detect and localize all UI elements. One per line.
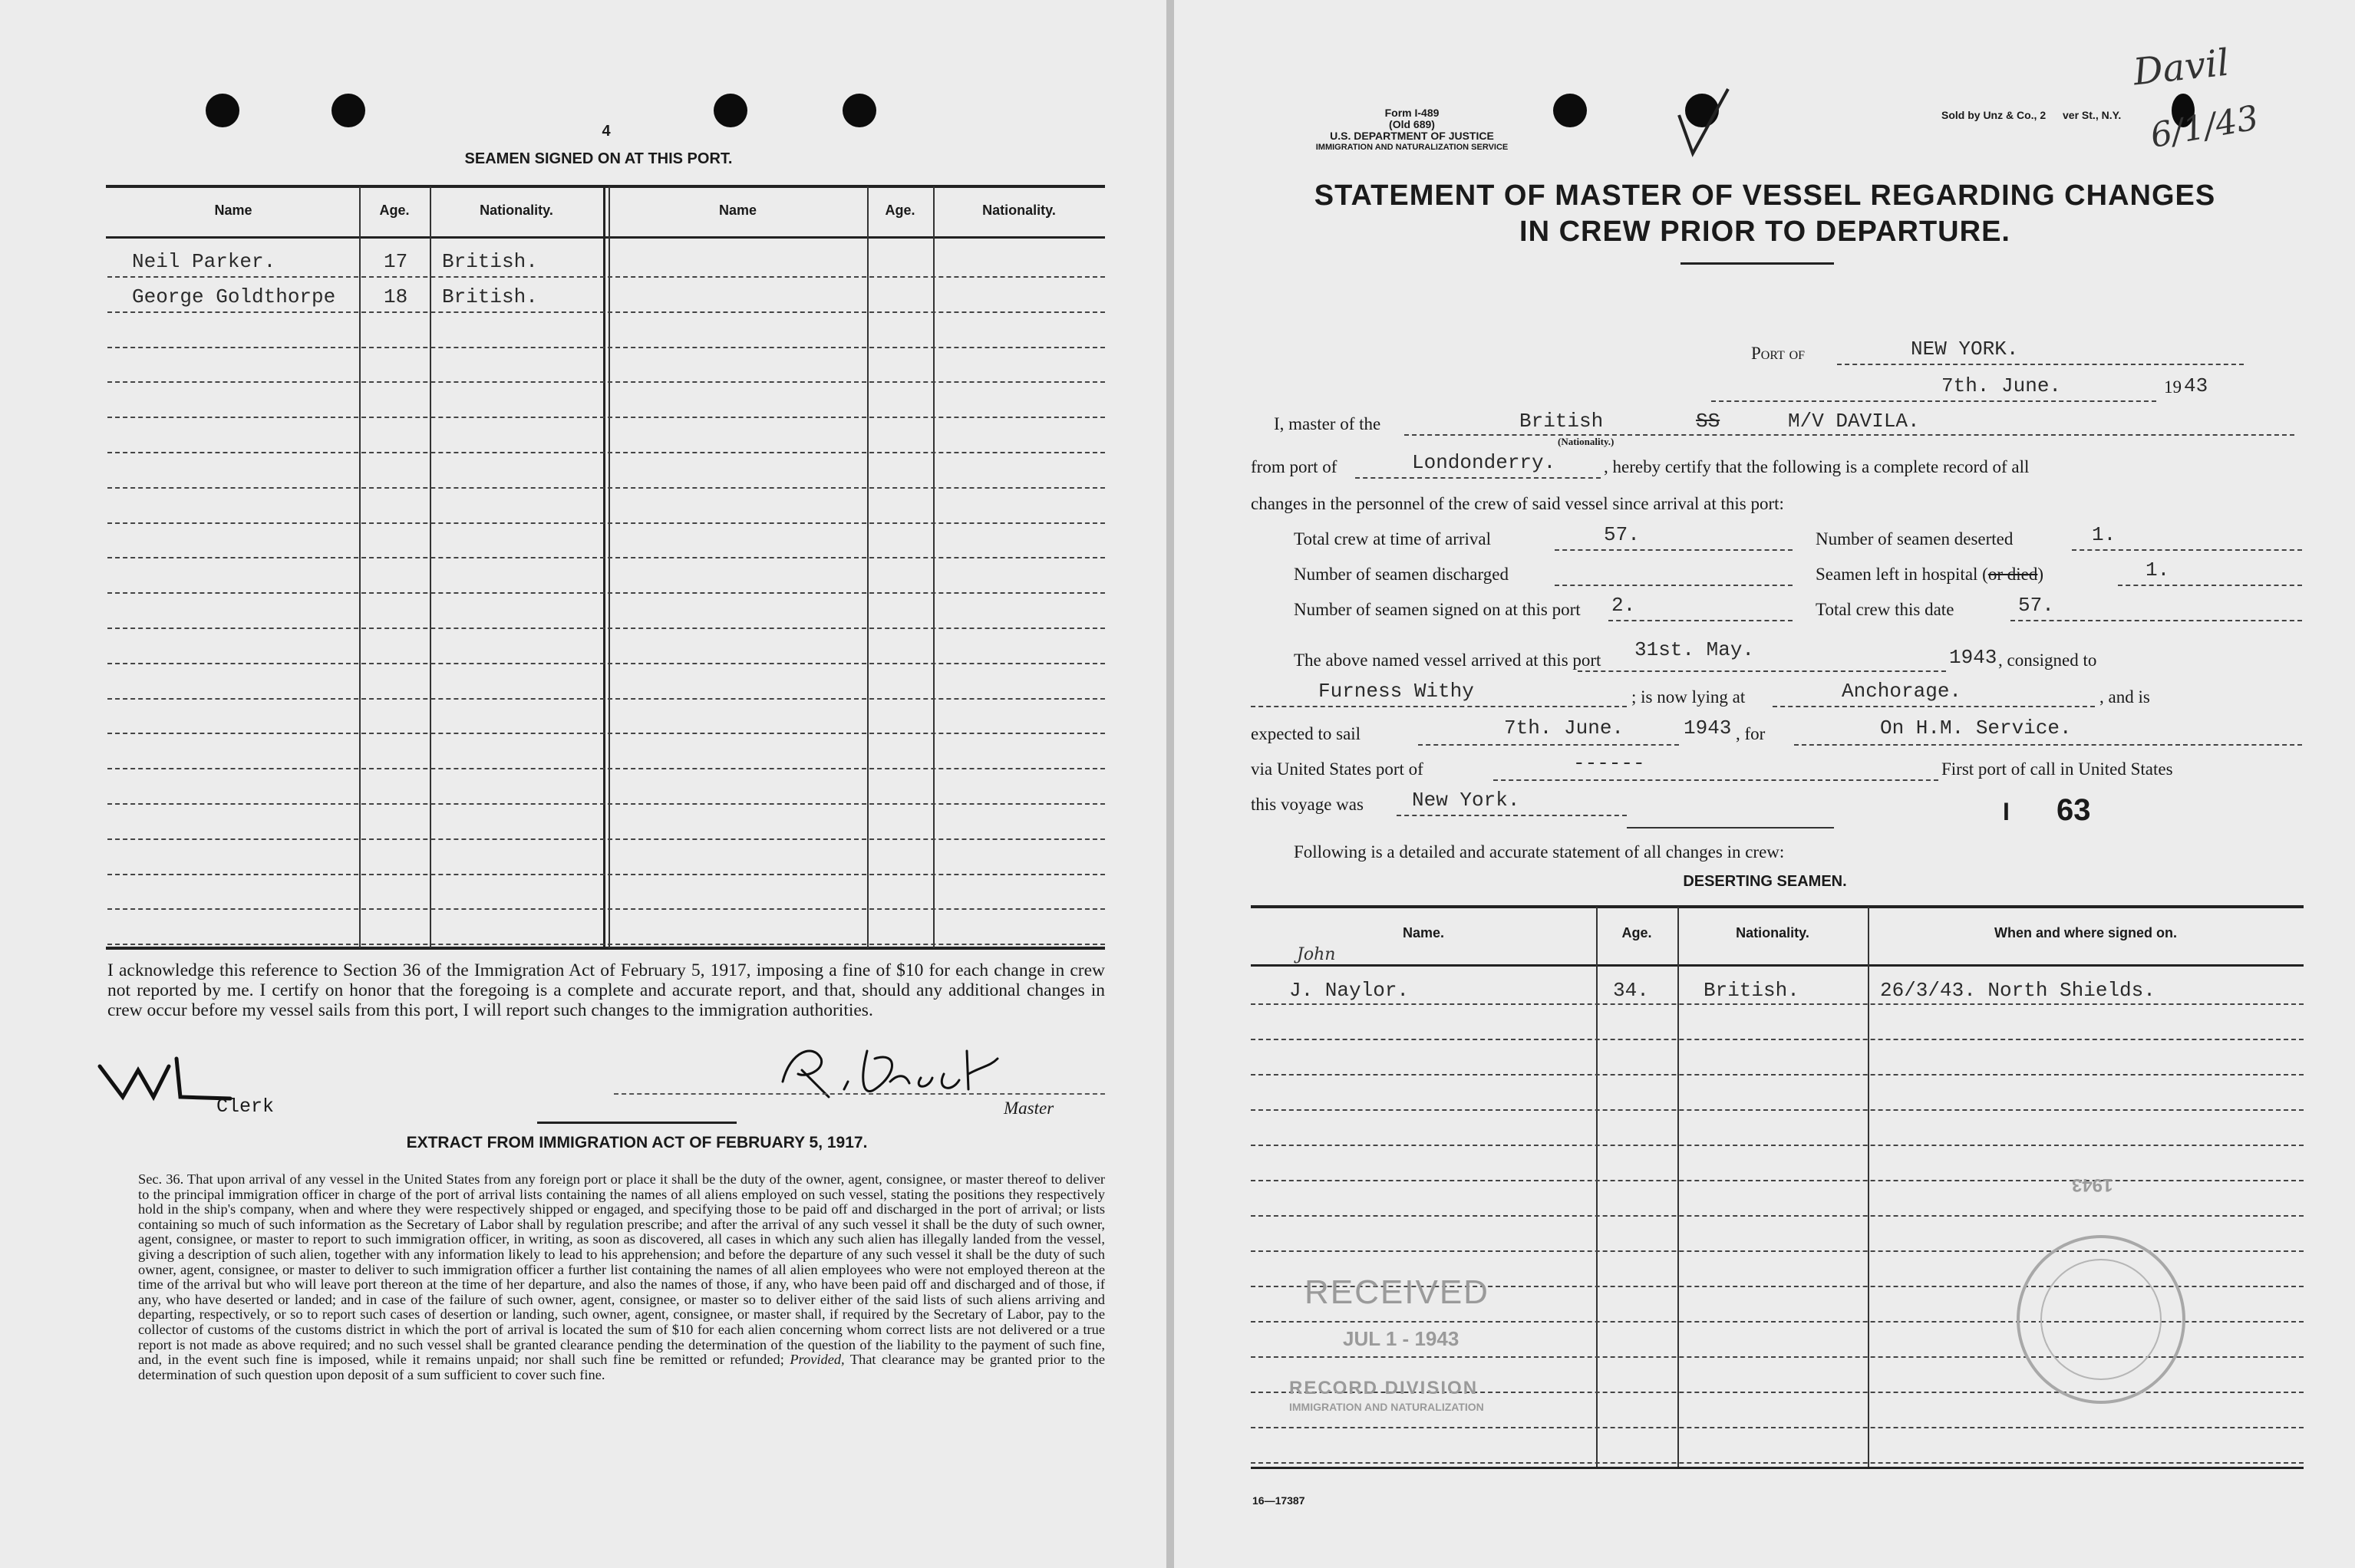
certify-text: , hereby certify that the following is a complete record of all: [1604, 457, 2030, 476]
title-line-2: IN CREW PRIOR TO DEPARTURE.: [1519, 216, 2010, 248]
arrived-value: 31st. May.: [1634, 638, 1755, 661]
sail-year: 1943: [1684, 716, 1732, 740]
punch-hole: [331, 94, 365, 127]
table-row-rule: [107, 698, 1105, 700]
total-crew-arrival-label: Total crew at time of arrival: [1294, 529, 1492, 548]
deserting-row-rule: [1251, 1003, 2304, 1005]
punch-hole: [1553, 94, 1587, 127]
via-label: via United States port of: [1251, 759, 1423, 779]
table-row-rule: [107, 592, 1105, 594]
table-row-rule: [107, 874, 1105, 875]
table-row-rule: [107, 347, 1105, 348]
clerk-label: Clerk: [216, 1095, 275, 1118]
consignee-value: Furness Withy: [1318, 680, 1474, 703]
table-row-rule: [107, 557, 1105, 558]
punch-hole: [714, 94, 747, 127]
table-row-rule: [107, 381, 1105, 383]
deserting-row-rule: [1251, 1427, 2304, 1428]
extract-provided: Provided,: [790, 1352, 845, 1368]
seal-year-stamp: 1943: [2072, 1174, 2113, 1195]
service: IMMIGRATION AND NATURALIZATION SERVICE: [1315, 143, 1509, 152]
table-row-rule: [107, 663, 1105, 664]
table-row-rule: [107, 908, 1105, 910]
title-line-1: STATEMENT OF MASTER OF VESSEL REGARDING CHANGES: [1314, 180, 2216, 212]
handwritten-name: Davil: [2131, 41, 2231, 94]
deserting-row-rule: [1251, 1462, 2304, 1464]
form-header: [1274, 107, 1550, 153]
signed-on-value: 2.: [1611, 594, 1636, 617]
column-header-nationality: Nationality.: [480, 203, 553, 218]
master-of-label: I, master of the: [1274, 414, 1381, 433]
deserting-row-signed: 26/3/43. North Shields.: [1880, 979, 2155, 1002]
expected-label: expected to sail: [1251, 724, 1361, 743]
table-row-rule: [107, 803, 1105, 805]
table-row-name: George Goldthorpe: [132, 285, 336, 308]
discharged-label: Number of seamen discharged: [1294, 565, 1509, 584]
left-page: [0, 0, 1166, 1568]
hospital-label-text: Seamen left in hospital (: [1816, 565, 1988, 584]
nationality-caption: (Nationality.): [1558, 436, 1615, 447]
deserting-row-rule: [1251, 1039, 2304, 1040]
acknowledgement-text: I acknowledge this reference to Section 36 of the Immigration Act of February 5, 1917, imposing a fine of $10 for each change in crew not reported by me. I certify on honor that the foregoing is a complete and accurate report, and that, should any additional changes in crew occur before my vessel sails from this port, I will report such changes to the immigration authorities.: [107, 960, 1105, 1020]
received-stamp: RECEIVED: [1304, 1273, 1489, 1311]
deserting-row-rule: [1251, 1145, 2304, 1146]
hospital-close: ): [2037, 565, 2044, 584]
reference-number: 63: [2057, 793, 2091, 827]
table-row-rule: [107, 768, 1105, 769]
section-title: SEAMEN SIGNED ON AT THIS PORT.: [464, 150, 733, 167]
right-page: [1174, 0, 2355, 1568]
extract-tail: That clearance may be granted prior to the determination of such question upon deposit of a sum sufficient to cover such fine.: [138, 1352, 1105, 1382]
struck-vessel-type: SS: [1696, 410, 1720, 433]
voyage-value: New York.: [1412, 789, 1520, 812]
deserting-column-age: Age.: [1621, 925, 1652, 940]
total-crew-arrival-value: 57.: [1604, 523, 1640, 546]
deserting-column-nationality: Nationality.: [1736, 925, 1809, 940]
deserting-row-rule: [1251, 1180, 2304, 1181]
table-row-rule: [107, 628, 1105, 629]
column-header-name: Name: [718, 203, 757, 218]
table-row-rule: [107, 733, 1105, 734]
deserting-row-nationality: British.: [1704, 979, 1799, 1002]
arrived-year: 1943: [1949, 646, 1997, 669]
deserting-column-name: Name.: [1402, 925, 1445, 940]
form-code: 16—17387: [1252, 1494, 1305, 1507]
total-crew-date-value: 57.: [2018, 594, 2054, 617]
record-division-stamp-sub: IMMIGRATION AND NATURALIZATION: [1289, 1401, 1484, 1413]
column-header-age: Age.: [379, 203, 410, 218]
hospital-struck: or died: [1987, 565, 2038, 584]
punch-hole: [843, 94, 876, 127]
extract-text: [138, 1172, 1105, 1382]
check-mark: [1673, 84, 1734, 161]
deserting-column-signed: When and where signed on.: [1994, 925, 2178, 940]
total-crew-date-label: Total crew this date: [1816, 600, 1954, 619]
old-form-number: (Old 689): [1389, 118, 1435, 130]
lying-value: Anchorage.: [1842, 680, 1962, 703]
for-label: , for: [1736, 724, 1766, 743]
sail-date-value: 7th. June.: [1504, 716, 1624, 740]
column-header-nationality: Nationality.: [982, 203, 1056, 218]
deserting-row-rule: [1251, 1109, 2304, 1111]
from-port-label: from port of: [1251, 457, 1337, 476]
master-label: Master: [1004, 1099, 1054, 1118]
deserted-label: Number of seamen deserted: [1816, 529, 2014, 548]
sold-by-tail: ver St., N.Y.: [2063, 109, 2122, 121]
sold-by-text: Sold by Unz & Co., 2: [1941, 109, 2047, 121]
table-row-rule: [107, 522, 1105, 524]
signed-on-label: Number of seamen signed on at this port: [1294, 600, 1581, 619]
table-row-rule: [107, 276, 1105, 278]
table-row-age: 17: [384, 250, 408, 273]
extract-body: That upon arrival of any vessel in the United States from any foreign port or place it shall be the duty of the owner, agent, consignee, or master thereof to deliver to the principal immigration officer in charge of the port of arrival lists containing the names of all aliens employed on such vessel, stating the positions they respectively hold in the ship's company, when and where they were respectively shipped or engaged, and specifying those to be paid off and discharged in the port of arrival; or lists containing so much of such information as the Secretary of Labor shall by regulation prescribe; and after the arrival of any such vessel it shall be the duty of such owner, agent, consignee, or master to report to such immigration officer, in writing, as soon as discovered, all cases in which any such alien has illegally landed from the vessel, giving a description of such alien, together with any information likely to lead to his apprehension; and before the departure of any such vessel it shall be the duty of such owner, agent, consignee, or master to deliver to such immigration officer a further list containing the names of all alien employees who were not employed thereon at the time of the arrival but who will leave port thereon at the time of her departure, and also the names of those, if any, who have been paid off and discharged and of those, if any, who have deserted or landed; and in case of the failure of such owner, agent, consignee, or master so to deliver either of the said lists of such aliens arriving and departing, respectively, or so to report such cases of desertion or landing, such owner, agent, consignee, or master shall, if required by the Secretary of Labor, pay to the collector of customs of the customs district in which the port of arrival is located the sum of $10 for each alien concerning whom correct lists are not delivered or a true report is not made as above required; and no such vessel shall be granted clearance pending the determination of the question of the liability to the payment of such fine, and, in the event such fine is imposed, while it remains unpaid; nor shall such fine be remitted or refunded;: [138, 1171, 1105, 1368]
column-header-name: Name: [214, 203, 252, 218]
reference-mark: I: [2003, 798, 2010, 825]
deserted-value: 1.: [2092, 523, 2116, 546]
hospital-value: 1.: [2146, 558, 2170, 581]
consigned-label: , consigned to: [1998, 651, 2097, 670]
port-value: NEW YORK.: [1911, 338, 2019, 361]
nationality-value: British: [1519, 410, 1604, 433]
table-row-rule: [107, 311, 1105, 313]
received-stamp-date: JUL 1 - 1943: [1343, 1327, 1460, 1350]
table-row-nationality: British.: [442, 250, 538, 273]
punch-hole: [206, 94, 239, 127]
deserting-row-age: 34.: [1613, 979, 1649, 1002]
port-label: Port of: [1751, 344, 1806, 363]
sold-by: [1941, 109, 2121, 121]
circular-seal-stamp: [1994, 1227, 2208, 1412]
table-row-rule: [107, 417, 1105, 418]
vessel-value: M/V DAVILA.: [1788, 410, 1920, 433]
table-row-nationality: British.: [442, 285, 538, 308]
table-row-rule: [107, 838, 1105, 840]
handwritten-date: 6/1/43: [2147, 98, 2261, 156]
voyage-label: this voyage was: [1251, 795, 1364, 814]
table-row-rule: [107, 487, 1105, 489]
form-title: [1220, 178, 2310, 250]
name-annotation: John: [1297, 945, 1336, 964]
from-port-value: Londonderry.: [1412, 451, 1556, 474]
page-number: 4: [602, 123, 611, 140]
extract-section: Sec. 36.: [138, 1171, 184, 1187]
department: U.S. DEPARTMENT OF JUSTICE: [1330, 130, 1494, 142]
year-prefix: 19: [2164, 377, 2182, 397]
extract-title: EXTRACT FROM IMMIGRATION ACT OF FEBRUARY 5, 1917.: [406, 1134, 868, 1151]
deserting-row-name: J. Naylor.: [1289, 979, 1410, 1002]
lying-label: ; is now lying at: [1631, 687, 1746, 707]
and-is-label: , and is: [2099, 687, 2150, 707]
record-division-stamp: RECORD DIVISION: [1289, 1378, 1479, 1398]
deserting-row-rule: [1251, 1074, 2304, 1076]
table-row-rule: [107, 452, 1105, 453]
table-row-age: 18: [384, 285, 408, 308]
deserting-row-rule: [1251, 1215, 2304, 1217]
table-row-name: Neil Parker.: [132, 250, 276, 273]
following-text: Following is a detailed and accurate statement of all changes in crew:: [1294, 842, 1785, 861]
arrived-label: The above named vessel arrived at this port: [1294, 651, 1601, 670]
hospital-label: [1816, 565, 2043, 585]
date-value: 7th. June.: [1941, 374, 2062, 397]
year-value: 43: [2184, 374, 2208, 397]
changes-text: changes in the personnel of the crew of said vessel since arrival at this port:: [1251, 494, 1784, 513]
column-header-age: Age.: [885, 203, 915, 218]
table-row-rule: [107, 944, 1105, 945]
form-number: Form I-489: [1384, 107, 1440, 119]
for-value: On H.M. Service.: [1880, 716, 2072, 740]
first-port-label: First port of call in United States: [1941, 759, 2173, 779]
deserting-title: DESERTING SEAMEN.: [1683, 873, 1847, 890]
via-value: ------: [1573, 752, 1645, 775]
